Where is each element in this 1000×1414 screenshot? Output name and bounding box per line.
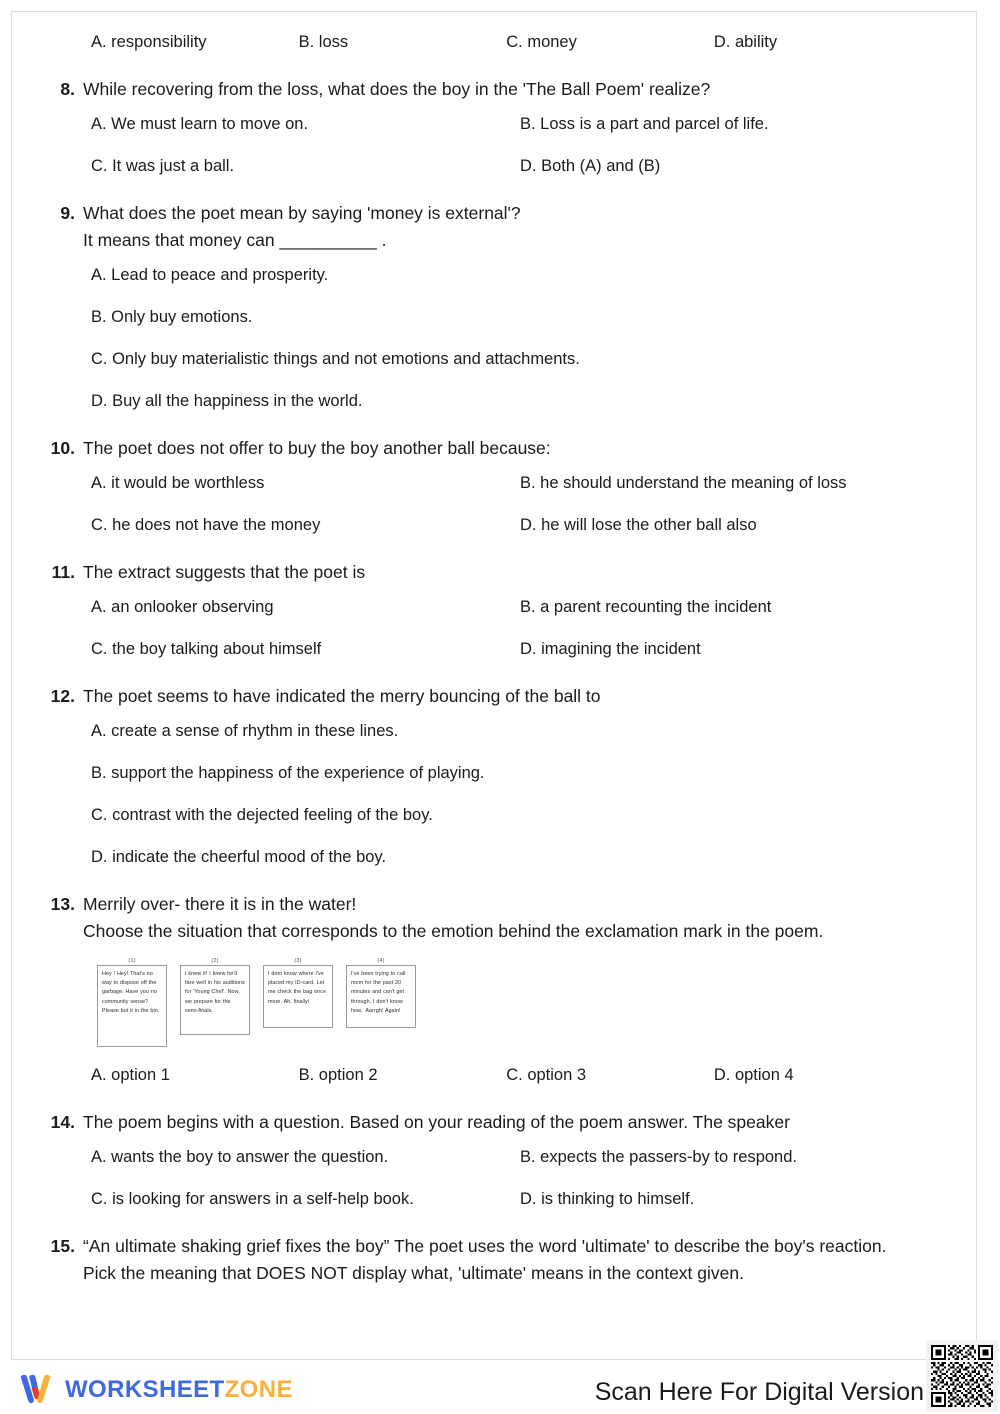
question-number: 10. <box>50 438 75 458</box>
option-item[interactable]: D. imagining the incident <box>520 640 701 658</box>
option-item[interactable]: D. option 4 <box>713 1066 794 1084</box>
option-item[interactable]: B. option 2 <box>298 1066 378 1084</box>
logo-text-zone: ZONE <box>224 1376 293 1403</box>
question-8 <box>39 76 949 103</box>
option-item[interactable]: B. loss <box>298 33 349 51</box>
option-item[interactable]: B. Only buy emotions. <box>91 308 253 326</box>
question-number: 12. <box>50 686 75 706</box>
option-item[interactable]: D. ability <box>713 33 778 51</box>
question-number: 14. <box>50 1112 75 1132</box>
question-15 <box>39 1233 949 1287</box>
question-14 <box>39 1109 949 1136</box>
situation-card-text: I knew it! I knew he'll fare well in his auditions for 'Young Chef'. Now, we prepare for the semi-finals. <box>180 965 250 1035</box>
option-item[interactable]: A. option 1 <box>91 1066 170 1084</box>
option-item[interactable]: A. We must learn to move on. <box>91 115 309 133</box>
worksheet-zone-logo[interactable] <box>16 1374 293 1406</box>
qr-code-icon[interactable] <box>926 1340 998 1412</box>
option-item[interactable]: C. It was just a ball. <box>91 157 235 175</box>
questions-container <box>11 11 977 1287</box>
option-item[interactable]: C. he does not have the money <box>91 516 321 534</box>
option-item[interactable]: D. Buy all the happiness in the world. <box>91 392 363 410</box>
question-prompt: The poem begins with a question. Based on your reading of the poem answer. The speaker <box>83 1112 790 1132</box>
question-9 <box>39 200 949 254</box>
option-item[interactable]: A. it would be worthless <box>91 474 265 492</box>
question-number: 9. <box>60 203 75 223</box>
situation-card-label: (3) <box>294 958 302 964</box>
logo-wordmark <box>65 1378 293 1402</box>
qr-code-matrix <box>931 1345 993 1407</box>
option-item[interactable]: D. he will lose the other ball also <box>520 516 757 534</box>
situation-card-text: I dont know where I've placed my ID-card. Let me check the bag once more. Ah, finally! <box>263 965 333 1028</box>
question-prompt: The extract suggests that the poet is <box>83 562 366 582</box>
page-footer <box>0 1358 1000 1414</box>
option-group <box>39 103 949 187</box>
question-prompt <box>83 200 521 254</box>
situation-card-1 <box>97 957 167 1047</box>
situation-card-text: Hey ! Hey! That's no way to dispose off the garbage. Have you no community sense? Please but it in the bin. <box>97 965 167 1047</box>
situation-card-label: (1) <box>128 958 136 964</box>
situation-card-2 <box>180 957 250 1047</box>
option-item[interactable]: A. wants the boy to answer the question. <box>91 1148 389 1166</box>
question-number: 11. <box>51 562 75 582</box>
option-item[interactable]: C. Only buy materialistic things and not emotions and attachments. <box>91 350 580 368</box>
option-item[interactable]: C. option 3 <box>506 1066 587 1084</box>
question-number: 13. <box>50 894 75 914</box>
option-group <box>39 710 949 878</box>
option-group <box>39 462 949 546</box>
option-item[interactable]: B. expects the passers-by to respond. <box>520 1148 797 1166</box>
option-item[interactable]: D. indicate the cheerful mood of the boy. <box>91 848 387 866</box>
question-prompt: The poet does not offer to buy the boy another ball because: <box>83 438 551 458</box>
option-item[interactable]: C. contrast with the dejected feeling of the boy. <box>91 806 433 824</box>
situation-card-text: I've been trying to call mom for the past 20 minutes and can't get through. I don't know how.. Aarrgh! Again! <box>346 965 416 1028</box>
option-item[interactable]: C. money <box>506 33 577 51</box>
option-item[interactable]: A. responsibility <box>91 33 207 51</box>
question-prompt <box>83 1233 886 1287</box>
question-prompt: The poet seems to have indicated the merry bouncing of the ball to <box>83 686 601 706</box>
option-item[interactable]: C. the boy talking about himself <box>91 640 322 658</box>
option-item[interactable]: B. Loss is a part and parcel of life. <box>520 115 769 133</box>
question-prompt-line1: “An ultimate shaking grief fixes the boy” The poet uses the word 'ultimate' to describe the boy's reaction. <box>83 1236 887 1256</box>
situation-card-3 <box>263 957 333 1047</box>
question-prompt-line2: Pick the meaning that DOES NOT display what, 'ultimate' means in the context given. <box>83 1263 744 1283</box>
option-group <box>39 254 949 422</box>
question-prompt-line1: Merrily over- there it is in the water! <box>83 894 357 914</box>
question-10 <box>39 435 949 462</box>
question-number: 8. <box>60 79 75 99</box>
option-item[interactable]: D. is thinking to himself. <box>520 1190 695 1208</box>
situation-cards-figure <box>39 945 949 1047</box>
question-12 <box>39 683 949 710</box>
question-number: 15. <box>50 1236 75 1256</box>
question-prompt: While recovering from the loss, what does the boy in the 'The Ball Poem' realize? <box>83 79 711 99</box>
option-item[interactable]: B. support the happiness of the experience of playing. <box>91 764 485 782</box>
situation-card-label: (2) <box>211 958 219 964</box>
option-group <box>39 21 949 63</box>
option-group <box>39 1136 949 1220</box>
option-item[interactable]: B. a parent recounting the incident <box>520 598 772 616</box>
logo-text-worksheet: WORKSHEET <box>65 1376 225 1403</box>
option-group <box>39 1054 949 1096</box>
scan-prompt-text: Scan Here For Digital Version <box>594 1378 924 1406</box>
option-item[interactable]: A. an onlooker observing <box>91 598 274 616</box>
option-item[interactable]: D. Both (A) and (B) <box>520 157 661 175</box>
option-group <box>39 586 949 670</box>
situation-card-label: (4) <box>377 958 385 964</box>
question-prompt-line2: Choose the situation that corresponds to the emotion behind the exclamation mark in the poem. <box>83 921 824 941</box>
question-11 <box>39 559 949 586</box>
option-item[interactable]: B. he should understand the meaning of loss <box>520 474 847 492</box>
option-item[interactable]: A. Lead to peace and prosperity. <box>91 266 329 284</box>
question-prompt-line2: It means that money can __________ . <box>83 230 387 250</box>
option-item[interactable]: C. is looking for answers in a self-help book. <box>91 1190 414 1208</box>
option-item[interactable]: A. create a sense of rhythm in these lines. <box>91 722 399 740</box>
question-13 <box>39 891 949 945</box>
w-logo-icon <box>16 1374 56 1406</box>
situation-card-4 <box>346 957 416 1047</box>
question-prompt <box>83 891 823 945</box>
question-prompt-line1: What does the poet mean by saying 'money is external'? <box>83 203 521 223</box>
